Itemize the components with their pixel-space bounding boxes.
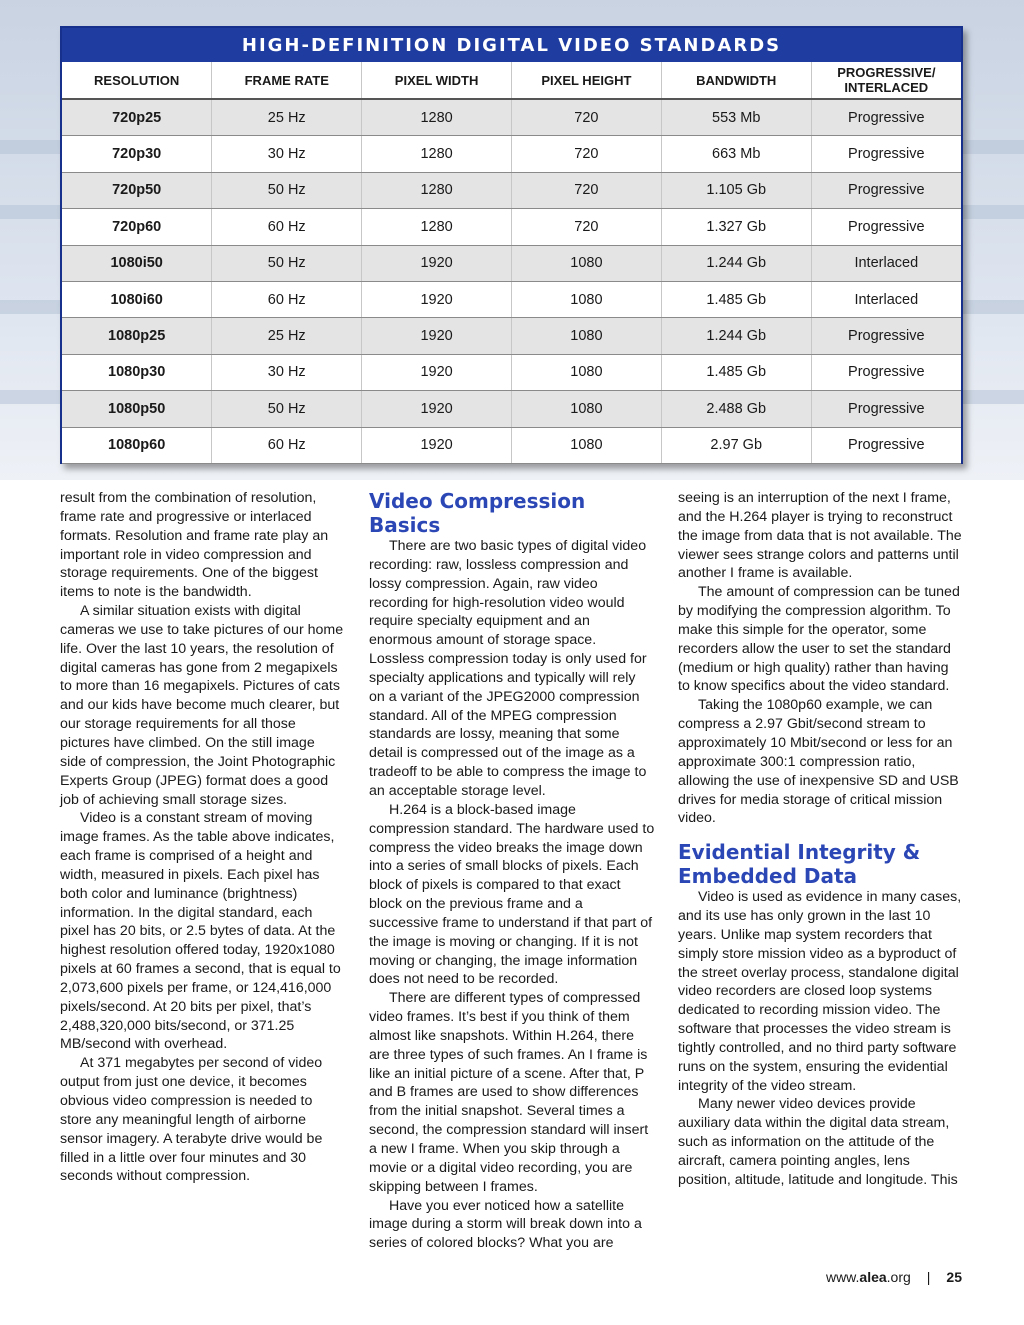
table-cell: 1920 bbox=[362, 245, 512, 281]
table-row bbox=[62, 318, 961, 354]
col1-paragraph: result from the combination of resolution, frame rate and progressive or interlaced formats. Resolution and frame rate play an important role in video compression and storage requirements. One of the biggest items to note is the bandwidth. bbox=[60, 490, 329, 601]
column-header: PIXEL HEIGHT bbox=[511, 62, 661, 99]
table-cell: 60 Hz bbox=[212, 209, 362, 245]
table-cell: 1920 bbox=[362, 281, 512, 317]
col2-paragraph: There are different types of compressed video frames. It’s best if you think of them almost like snapshots. Within H.264, there are three types of such frames. An I frame is like an initial picture of a scene. After that, P and B frames are used to show differences from the initial snapshot. Several times a second, the compression standard will insert a new I frame. When you skip through a movie or a digital video recording, you are skipping between I frames. bbox=[369, 990, 649, 1195]
table-cell: 1.485 Gb bbox=[661, 281, 811, 317]
table-row bbox=[62, 172, 961, 208]
col1-paragraph: Video is a constant stream of moving image frames. As the table above indicates, each frame is comprised of a height and width, measured in pixels. Each pixel has both color and luminance (brightness) information. In the digital standard, each pixel has 20 bits, or 2.5 bytes of data. At the highest resolution offered today, 1920x1080 pixels at 60 frames a second, that is equal to 2,073,600 pixels per frame, or 124,416,000 pixels/second. At 20 bits per pixel, that’s 2,488,320,000 bits/second, or 371.25 MB/second with overhead. bbox=[60, 810, 341, 1053]
table-cell: 720 bbox=[511, 209, 661, 245]
table-cell: 1280 bbox=[362, 172, 512, 208]
table-cell: 1.327 Gb bbox=[661, 209, 811, 245]
table-cell: 1080 bbox=[511, 245, 661, 281]
col3-paragraph: Taking the 1080p60 example, we can compress a 2.97 Gbit/second stream to approximately 10 Mbit/second or less for an approximate 300:1 compression ratio, allowing the use of inexpensive SD and USB drives for media storage of critical mission video. bbox=[678, 697, 959, 827]
col3-paragraph: The amount of compression can be tuned by modifying the compression algorithm. To make this simple for the operator, some recorders allow the user to set the standard (medium or high quality) rather than having to know specifics about the video standard. bbox=[678, 584, 960, 695]
table-row bbox=[62, 136, 961, 172]
table-cell: Progressive bbox=[811, 427, 961, 463]
table-cell: 60 Hz bbox=[212, 281, 362, 317]
table-body bbox=[62, 99, 961, 463]
table-cell: 1.485 Gb bbox=[661, 354, 811, 390]
table-cell: 663 Mb bbox=[661, 136, 811, 172]
table-cell: 1.244 Gb bbox=[661, 245, 811, 281]
table-cell: 1280 bbox=[362, 99, 512, 136]
table-cell: 1280 bbox=[362, 136, 512, 172]
table-cell: 1080 bbox=[511, 427, 661, 463]
website-url[interactable]: www.alea.org bbox=[825, 1269, 911, 1285]
col2-paragraph: Have you ever noticed how a satellite image during a storm will break down into a series of colored blocks? What you are bbox=[369, 1197, 642, 1252]
table-cell: 1920 bbox=[362, 391, 512, 427]
table-row bbox=[62, 391, 961, 427]
table-cell: 720p25 bbox=[62, 99, 212, 136]
table-cell: Progressive bbox=[811, 99, 961, 136]
table-cell: 1920 bbox=[362, 354, 512, 390]
table-cell: Interlaced bbox=[811, 245, 961, 281]
table-cell: 720 bbox=[511, 136, 661, 172]
table-cell: 1280 bbox=[362, 209, 512, 245]
table-cell: 50 Hz bbox=[212, 172, 362, 208]
table-cell: 1080p60 bbox=[62, 427, 212, 463]
table-cell: 50 Hz bbox=[212, 391, 362, 427]
table-cell: 1920 bbox=[362, 427, 512, 463]
table-cell: 30 Hz bbox=[212, 354, 362, 390]
page-footer bbox=[826, 1269, 962, 1285]
col3-paragraph: seeing is an interruption of the next I frame, and the H.264 player is trying to reconstruct the image from data that is not available. The viewer sees strange colors and patterns until another I frame is available. bbox=[678, 490, 962, 582]
table-cell: 25 Hz bbox=[212, 99, 362, 136]
column-header: RESOLUTION bbox=[62, 62, 212, 99]
col2-paragraph: H.264 is a block-based image compression standard. The hardware used to compress the video breaks the image down into a series of small blocks of pixels. Each block of pixels is compared to that exact block on the previous frame and a successive frame to understand if that part of the image is moving or changing. If it is not moving or changing, the image information does not need to be recorded. bbox=[369, 801, 655, 988]
table-cell: 1080p30 bbox=[62, 354, 212, 390]
column-2 bbox=[369, 489, 655, 1253]
table-cell: 1.244 Gb bbox=[661, 318, 811, 354]
col2-paragraph: There are two basic types of digital video recording: raw, lossless compression and lossy compression. Again, raw video recording for high-resolution video would require specialty equipment and an enormous amount of storage space. Lossless compression today is only used for specialty applications and typically will rely on a variant of the JPEG2000 compression standard. All of the MPEG compression standards are lossy, meaning that some detail is compressed out of the image as a tradeoff to be able to compress the image to an acceptable storage level. bbox=[369, 538, 647, 799]
table-row bbox=[62, 209, 961, 245]
table-cell: 1080p50 bbox=[62, 391, 212, 427]
table-row bbox=[62, 245, 961, 281]
table-cell: Progressive bbox=[811, 318, 961, 354]
table-cell: 1080 bbox=[511, 354, 661, 390]
col3-paragraph: Video is used as evidence in many cases, and its use has only grown in the last 10 years. Unlike map system recorders that simply store mission video as a byproduct of the street overlay process, standalone digital video recorders are closed loop systems dedicated to recording mission video. The software that processes the video stream is tightly controlled, and no third party software runs on the system, ensuring the evidential integrity of the video stream. bbox=[678, 889, 962, 1094]
col3-paragraph: Many newer video devices provide auxiliary data within the digital data stream, such as information on the attitude of the aircraft, camera pointing angles, lens position, altitude, latitude and longitude. This bbox=[678, 1096, 958, 1188]
table-cell: Progressive bbox=[811, 172, 961, 208]
table-cell: Progressive bbox=[811, 209, 961, 245]
table-cell: 50 Hz bbox=[212, 245, 362, 281]
col1-paragraph: A similar situation exists with digital cameras we use to take pictures of our home life. Over the last 10 years, the resolution of digital cameras has gone from 2 megapixels to more than 16 megapixels. Pictures of cats and our kids have become much clearer, but our storage requirements for all those pictures have climbed. On the still image side of compression, the Joint Photographic Experts Group (JPEG) format does a good job of achieving small storage sizes. bbox=[60, 603, 344, 808]
column-header: PIXEL WIDTH bbox=[362, 62, 512, 99]
table-cell: Interlaced bbox=[811, 281, 961, 317]
table-cell: 1080 bbox=[511, 318, 661, 354]
column-3 bbox=[678, 489, 964, 1190]
table-row bbox=[62, 99, 961, 136]
table-row bbox=[62, 281, 961, 317]
table-cell: 720p60 bbox=[62, 209, 212, 245]
table-cell: Progressive bbox=[811, 136, 961, 172]
table-cell: 720p30 bbox=[62, 136, 212, 172]
table-cell: 1080i50 bbox=[62, 245, 212, 281]
table-cell: 720 bbox=[511, 172, 661, 208]
table-cell: 1.105 Gb bbox=[661, 172, 811, 208]
section-heading-video-compression: Video Compression Basics bbox=[369, 489, 586, 537]
table-row bbox=[62, 354, 961, 390]
table-cell: 1920 bbox=[362, 318, 512, 354]
table-cell: Progressive bbox=[811, 391, 961, 427]
table-cell: 60 Hz bbox=[212, 427, 362, 463]
table-cell: 2.488 Gb bbox=[661, 391, 811, 427]
column-1 bbox=[60, 489, 344, 1186]
table-cell: 720 bbox=[511, 99, 661, 136]
column-header: FRAME RATE bbox=[212, 62, 362, 99]
table-cell: 2.97 Gb bbox=[661, 427, 811, 463]
table-cell: 1080 bbox=[511, 391, 661, 427]
table-cell: 25 Hz bbox=[212, 318, 362, 354]
table-cell: 553 Mb bbox=[661, 99, 811, 136]
column-header: PROGRESSIVE/ INTERLACED bbox=[811, 62, 961, 99]
page-number: 25 bbox=[946, 1269, 962, 1285]
table-cell: 720p50 bbox=[62, 172, 212, 208]
table-row bbox=[62, 427, 961, 463]
table-cell: 1080 bbox=[511, 281, 661, 317]
video-standards-table bbox=[60, 26, 963, 464]
column-header: BANDWIDTH bbox=[661, 62, 811, 99]
table-cell: 1080p25 bbox=[62, 318, 212, 354]
table-cell: 30 Hz bbox=[212, 136, 362, 172]
col1-paragraph: At 371 megabytes per second of video output from just one device, it becomes obvious video compression is needed to store any meaningful length of airborne sensor imagery. A terabyte drive would be filled in a little over four minutes and 30 seconds without compression. bbox=[60, 1055, 323, 1185]
table-header-row bbox=[62, 62, 961, 99]
section-heading-evidential-integrity: Evidential Integrity & Embedded Data bbox=[678, 840, 921, 889]
table-cell: 1080i60 bbox=[62, 281, 212, 317]
table-title: HIGH-DEFINITION DIGITAL VIDEO STANDARDS bbox=[62, 28, 961, 62]
table-cell: Progressive bbox=[811, 354, 961, 390]
footer-separator: | bbox=[926, 1269, 931, 1285]
